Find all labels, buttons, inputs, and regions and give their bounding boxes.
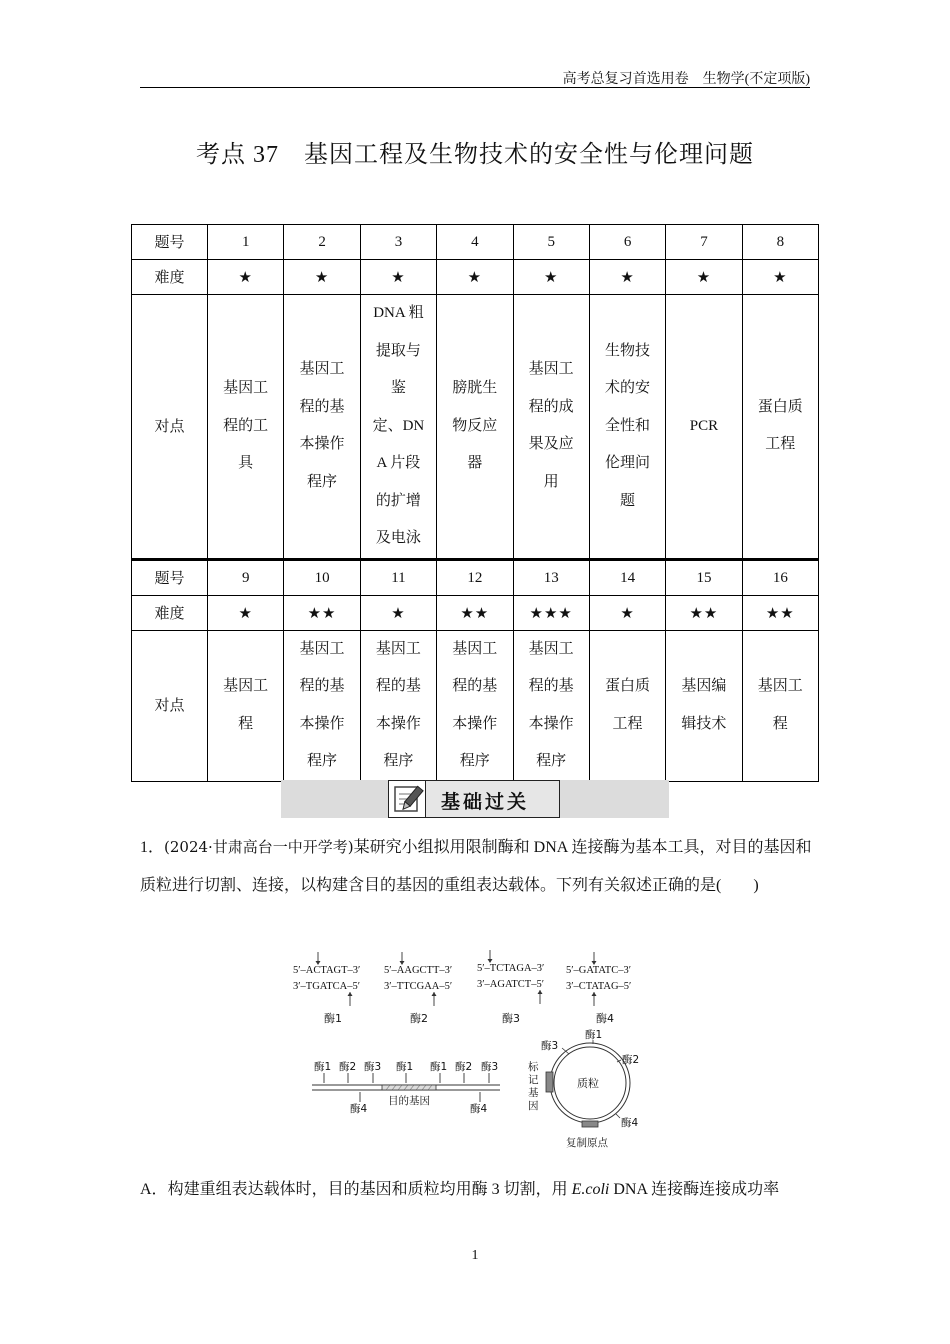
difficulty-stars: ★	[360, 595, 436, 630]
topic-line: A 片段	[376, 455, 421, 471]
site-3-enzyme-label: 酶3	[502, 1012, 520, 1025]
difficulty-stars: ★	[589, 260, 665, 295]
question-number-cell: 14	[589, 559, 665, 595]
question-number-cell: 7	[666, 225, 742, 260]
enzyme-site-1	[293, 952, 360, 1025]
topic-line: 本操作	[528, 715, 574, 732]
topic-line: 工程	[612, 715, 643, 732]
difficulty-stars: ★★	[284, 595, 360, 630]
topic-cell	[666, 630, 742, 781]
topic-line: 伦理问	[605, 455, 651, 471]
origin-label: 复制原点	[566, 1137, 608, 1149]
difficulty-stars: ★	[208, 595, 284, 630]
plasmid-site-label: 酶2	[622, 1054, 640, 1066]
dna-site-label: 酶3	[364, 1061, 382, 1073]
row-label-topic: 对点	[132, 630, 208, 781]
topic-line: 基因工	[299, 361, 345, 378]
topic-line: 程序	[383, 753, 414, 769]
topic-cell	[437, 295, 513, 560]
topic-cell	[360, 295, 436, 560]
question-1	[140, 828, 812, 905]
enzyme-site-2	[384, 952, 452, 1025]
topic-line: 果及应	[528, 436, 574, 453]
topic-line: 基因工	[223, 678, 269, 694]
question-stem: 某研究小组拟用限制酶和 DNA 连接酶为基本工具，对目的基因和质粒进行切割、连接，以构建含目的基因的重组表达载体。下列有关叙述正确的是( )	[140, 839, 812, 894]
topic-line: 程序	[307, 753, 338, 769]
page-number: 1	[471, 1248, 479, 1263]
difficulty-stars: ★	[589, 595, 665, 630]
marker-gene-label: 基	[528, 1087, 539, 1099]
table-row-topics-2	[132, 630, 819, 781]
linear-dna	[312, 1060, 500, 1115]
topic-line: PCR	[689, 417, 719, 434]
row-label-difficulty: 难度	[132, 595, 208, 630]
question-number-cell: 11	[360, 559, 436, 595]
site-2-top-strand: 5′–AAGCTT–3′	[384, 965, 453, 976]
topic-line: 基因工	[757, 678, 803, 694]
topic-line: 程	[238, 715, 254, 732]
marker-gene-label: 标	[528, 1061, 539, 1073]
topic-line: 基因工	[528, 640, 574, 657]
site-4-enzyme-label: 酶4	[596, 1012, 614, 1025]
option-letter: A．	[140, 1181, 168, 1198]
difficulty-stars: ★★	[666, 595, 742, 630]
topic-line: 蛋白质	[605, 678, 651, 694]
topic-cell	[360, 630, 436, 781]
topic-line: 膀胱生	[452, 380, 498, 396]
topic-line: 鉴	[390, 380, 406, 396]
question-number-cell: 5	[513, 225, 589, 260]
dna-site-label: 酶2	[339, 1061, 357, 1073]
site-2-bottom-strand: 3′–TTCGAA–5′	[384, 981, 453, 992]
topic-cell	[513, 295, 589, 560]
difficulty-stars: ★	[513, 260, 589, 295]
header-rule	[140, 87, 810, 88]
dna-site-label: 酶4	[470, 1103, 488, 1115]
topic-line: 基因工	[528, 361, 574, 378]
topic-line: 程序	[536, 753, 567, 769]
topic-line: 程的基	[528, 678, 574, 694]
question-number-cell: 1	[208, 225, 284, 260]
question-number: 1．	[140, 839, 165, 856]
topic-cell	[284, 295, 360, 560]
option-text-2: DNA 连接酶连接成功率	[609, 1181, 780, 1198]
topic-line: 工程	[765, 436, 796, 453]
topic-line: 的扩增	[375, 492, 421, 509]
topic-line: 本操作	[375, 715, 421, 732]
topic-cell	[742, 630, 818, 781]
difficulty-stars: ★★	[437, 595, 513, 630]
site-1-bottom-strand: 3′–TGATCA–5′	[293, 981, 361, 992]
topic-line: 基因工	[299, 640, 345, 657]
topic-line: 物反应	[452, 417, 498, 434]
topic-line: 基因工	[375, 640, 421, 657]
enzyme-site-3	[477, 950, 544, 1025]
topic-line: 全性和	[605, 417, 651, 434]
topic-cell	[589, 630, 665, 781]
difficulty-stars: ★★★	[513, 595, 589, 630]
difficulty-stars: ★	[284, 260, 360, 295]
topic-line: 生物技	[605, 342, 651, 359]
plasmid-site-label: 酶4	[621, 1117, 639, 1129]
topic-table	[131, 224, 819, 782]
topic-line: DNA 粗	[373, 305, 424, 321]
target-gene-label: 目的基因	[388, 1095, 430, 1107]
topic-line: 题	[620, 492, 636, 509]
topic-line: 基因工	[223, 380, 269, 396]
topic-line: 及电泳	[375, 530, 421, 546]
enzyme-site-4	[566, 952, 631, 1025]
topic-line: 本操作	[452, 715, 498, 732]
section-banner	[281, 780, 669, 818]
plasmid-site-label: 酶3	[541, 1040, 559, 1052]
question-number-cell: 9	[208, 559, 284, 595]
plasmid-label: 质粒	[577, 1077, 599, 1090]
topic-cell	[437, 630, 513, 781]
option-text-1: 构建重组表达载体时，目的基因和质粒均用酶 3 切割，用	[167, 1181, 572, 1198]
table-row-topics-1	[132, 295, 819, 560]
table-row-difficulty-1	[132, 260, 819, 295]
topic-line: 程的基	[452, 678, 498, 694]
dna-site-label: 酶3	[481, 1061, 499, 1073]
topic-line: 术的安	[605, 380, 651, 396]
dna-site-label: 酶1	[314, 1061, 332, 1073]
dna-site-label: 酶2	[455, 1061, 473, 1073]
dna-site-label: 酶1	[430, 1061, 448, 1073]
question-number-cell: 15	[666, 559, 742, 595]
option-a	[140, 1175, 820, 1205]
table-row-difficulty-2	[132, 595, 819, 630]
question-number-cell: 2	[284, 225, 360, 260]
section-banner-label: 基础过关	[441, 791, 530, 813]
topic-line: 具	[238, 455, 254, 471]
question-source: (2024·甘肃高台一中开学考)	[164, 838, 354, 856]
question-number-cell: 10	[284, 559, 360, 595]
plasmid	[528, 1028, 639, 1149]
topic-line: 程的基	[375, 678, 421, 694]
topic-line: 程的基	[299, 398, 345, 415]
question-number-cell: 4	[437, 225, 513, 260]
option-species: E.coli	[571, 1181, 610, 1198]
site-3-bottom-strand: 3′–AGATCT–5′	[477, 979, 545, 990]
topic-line: 蛋白质	[757, 398, 803, 415]
restriction-map-figure	[290, 944, 680, 1154]
topic-line: 用	[543, 473, 559, 490]
topic-cell	[208, 295, 284, 560]
question-number-cell: 6	[589, 225, 665, 260]
marker-gene-label: 记	[528, 1074, 539, 1086]
dna-site-label: 酶1	[396, 1061, 414, 1073]
topic-cell	[513, 630, 589, 781]
running-header: 高考总复习首选用卷 生物学(不定项版)	[562, 72, 810, 87]
topic-line: 器	[467, 455, 483, 471]
difficulty-stars: ★	[437, 260, 513, 295]
site-3-top-strand: 5′–TCTAGA–3′	[477, 963, 545, 974]
topic-line: 定、DN	[372, 417, 425, 434]
question-number-cell: 13	[513, 559, 589, 595]
topic-line: 本操作	[299, 715, 345, 732]
topic-cell	[208, 630, 284, 781]
difficulty-stars: ★	[208, 260, 284, 295]
pencil-icon	[389, 781, 426, 817]
topic-cell	[589, 295, 665, 560]
difficulty-stars: ★	[742, 260, 818, 295]
topic-line: 程序	[307, 473, 338, 490]
table-row-numbers-1	[132, 225, 819, 260]
row-label-number: 题号	[132, 559, 208, 595]
row-label-number: 题号	[132, 225, 208, 260]
site-2-enzyme-label: 酶2	[410, 1012, 428, 1025]
topic-line: 程	[772, 715, 788, 732]
topic-line: 本操作	[299, 436, 345, 453]
topic-line: 程的工	[223, 417, 269, 434]
topic-line: 程的基	[299, 678, 345, 694]
topic-line: 基因工	[452, 640, 498, 657]
site-4-top-strand: 5′–GATATC–3′	[566, 965, 632, 976]
question-number-cell: 16	[742, 559, 818, 595]
question-number-cell: 12	[437, 559, 513, 595]
topic-line: 基因编	[681, 678, 727, 694]
topic-cell	[666, 295, 742, 560]
page-title: 考点 37 基因工程及生物技术的安全性与伦理问题	[196, 142, 754, 168]
site-1-top-strand: 5′–ACTAGT–3′	[293, 965, 361, 976]
topic-line: 程的成	[528, 398, 574, 415]
difficulty-stars: ★★	[742, 595, 818, 630]
question-number-cell: 8	[742, 225, 818, 260]
topic-cell	[284, 630, 360, 781]
difficulty-stars: ★	[360, 260, 436, 295]
dna-site-label: 酶4	[350, 1103, 368, 1115]
site-1-enzyme-label: 酶1	[324, 1012, 342, 1025]
topic-cell	[742, 295, 818, 560]
topic-line: 提取与	[375, 342, 421, 359]
topic-line: 辑技术	[681, 715, 727, 732]
table-row-numbers-2	[132, 559, 819, 595]
difficulty-stars: ★	[666, 260, 742, 295]
question-number-cell: 3	[360, 225, 436, 260]
row-label-difficulty: 难度	[132, 260, 208, 295]
site-4-bottom-strand: 3′–CTATAG–5′	[566, 981, 632, 992]
plasmid-site-label: 酶1	[585, 1029, 603, 1041]
row-label-topic: 对点	[132, 295, 208, 560]
marker-gene-label: 因	[528, 1100, 539, 1112]
section-banner-box	[388, 780, 560, 818]
topic-line: 程序	[459, 753, 490, 769]
